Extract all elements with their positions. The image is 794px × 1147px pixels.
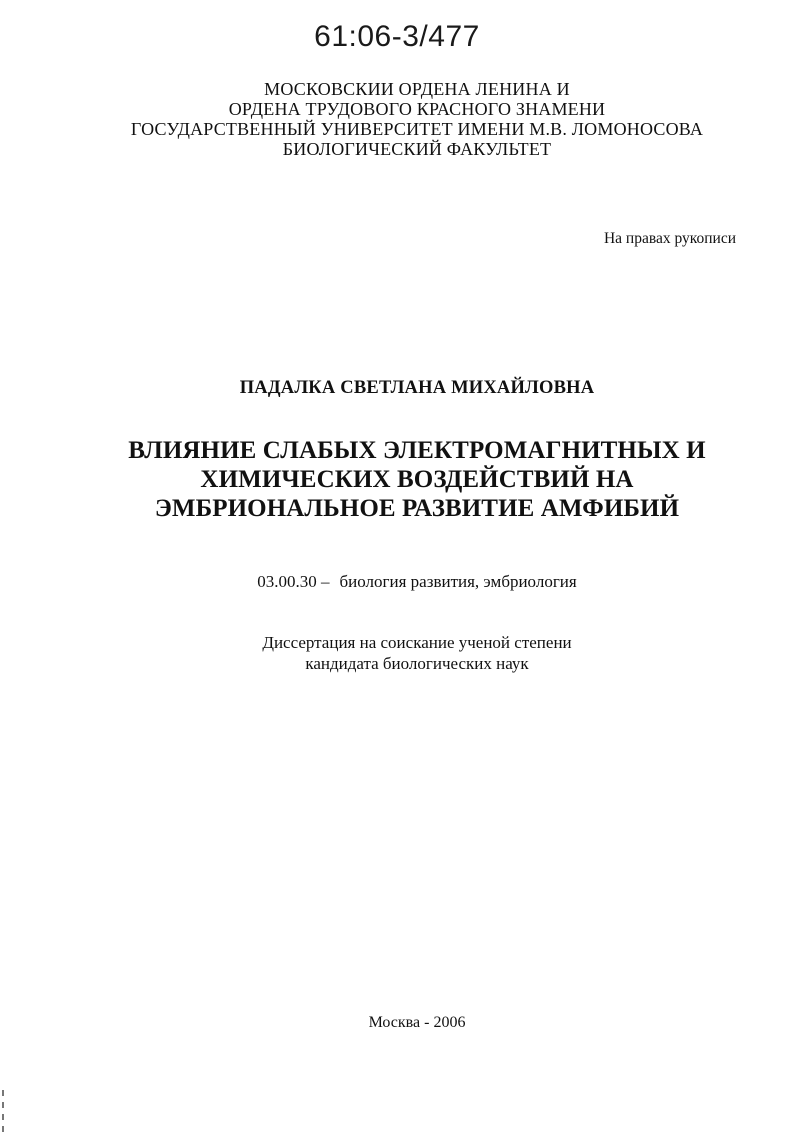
scan-edge-marks [2,1090,6,1140]
specialty-code: 03.00.30 – [257,572,330,591]
scan-mark [2,1114,4,1120]
title-line: ЭМБРИОНАЛЬНОЕ РАЗВИТИЕ АМФИБИЙ [154,495,680,522]
specialty-line [0,572,794,592]
specialty-name: биология развития, эмбриология [339,572,577,591]
institution-block [0,79,794,159]
institution-line: БИОЛОГИЧЕСКИЙ ФАКУЛЬТЕТ [282,139,552,159]
catalog-number: 61:06-3/477 [314,20,480,53]
degree-line: кандидата биологических наук [305,654,529,673]
title-line: ХИМИЧЕСКИХ ВОЗДЕЙСТВИЙ НА [200,466,634,493]
dissertation-title [0,436,794,523]
scan-mark [2,1126,4,1132]
author-name: ПАДАЛКА СВЕТЛАНА МИХАЙЛОВНА [239,378,595,398]
degree-line: Диссертация на соискание ученой степени [262,633,572,652]
institution-line: ОРДЕНА ТРУДОВОГО КРАСНОГО ЗНАМЕНИ [228,99,606,119]
institution-line: МОСКОВСКИИ ОРДЕНА ЛЕНИНА И [264,79,570,99]
manuscript-note: На правах рукописи [603,230,736,247]
institution-line: ГОСУДАРСТВЕННЫЙ УНИВЕРСИТЕТ ИМЕНИ М.В. ЛОМОНОСОВА [130,119,704,139]
city-year: Москва - 2006 [368,1014,466,1031]
title-line: ВЛИЯНИЕ СЛАБЫХ ЭЛЕКТРОМАГНИТНЫХ И [128,437,706,464]
scan-mark [2,1102,4,1108]
scan-mark [2,1090,4,1096]
degree-block [0,632,794,674]
